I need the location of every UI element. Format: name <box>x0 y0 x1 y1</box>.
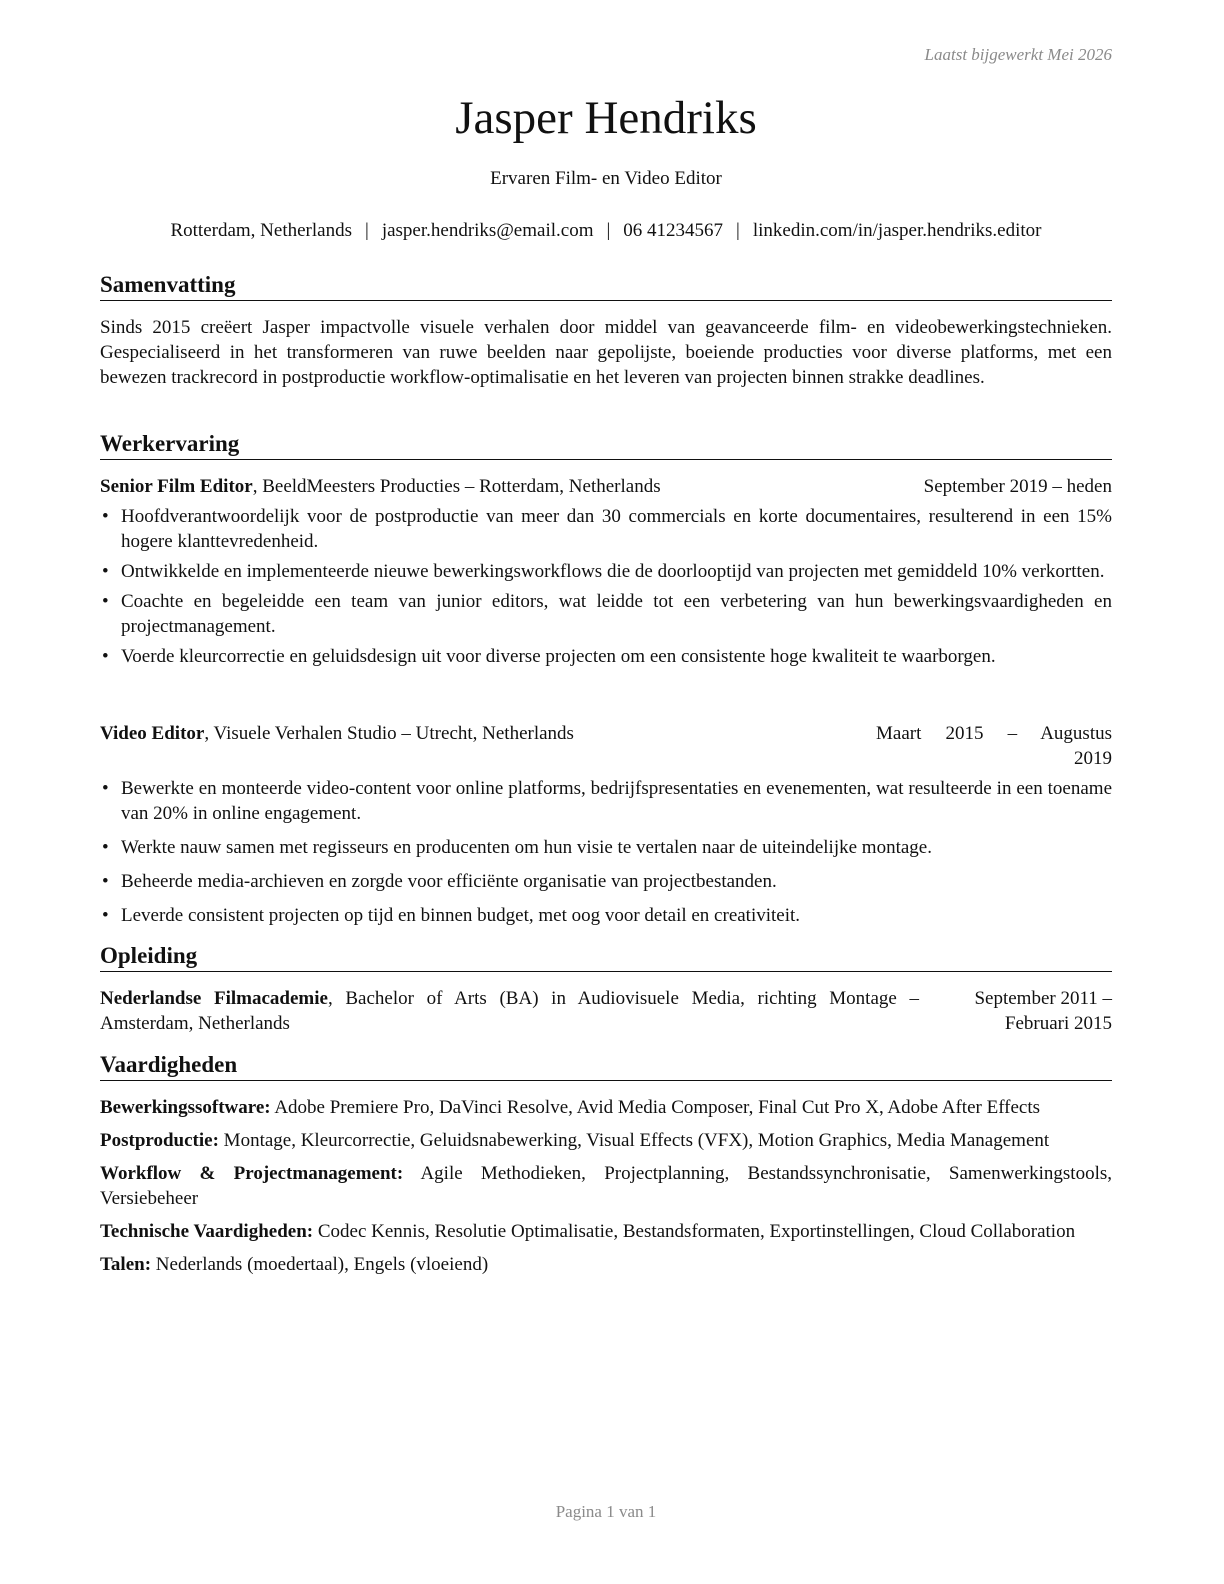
skill-row <box>100 1252 1112 1277</box>
contact-location: Rotterdam, Netherlands <box>170 220 352 241</box>
skill-value: Montage, Kleurcorrectie, Geluidsnabewerking, Visual Effects (VFX), Motion Graphics, Media Management <box>223 1130 1050 1151</box>
job-header <box>100 474 1112 499</box>
summary-text: Sinds 2015 creëert Jasper impactvolle visuele verhalen door middel van geavanceerde film- en videobewerkingstechnieken. Gespecialiseerd in het transformeren van ruwe beelden naar gepolijste, boeiende producties voor diverse platforms, met een bewezen trackrecord in postproductie workflow-optimalisatie en het leveren van projecten binnen strakke deadlines. <box>100 317 1112 388</box>
contact-phone: 06 41234567 <box>623 220 724 241</box>
education-dates: September 2011 – Februari 2015 <box>974 988 1112 1034</box>
person-name: Jasper Hendriks <box>455 92 757 144</box>
skill-label: Bewerkingssoftware: <box>100 1097 271 1118</box>
section-title-skills: Vaardigheden <box>100 1051 1112 1081</box>
skill-label: Talen: <box>100 1254 152 1275</box>
skill-label: Technische Vaardigheden: <box>100 1221 314 1242</box>
skill-row <box>100 1095 1112 1120</box>
contact-separator: | <box>736 220 740 241</box>
skill-value: Codec Kennis, Resolutie Optimalisatie, Bestandsformaten, Exportinstellingen, Cloud Collaboration <box>317 1221 1076 1242</box>
job-company: , Visuele Verhalen Studio – Utrecht, Netherlands <box>204 723 574 744</box>
job-title-line <box>100 721 876 771</box>
contact-line <box>100 219 1112 243</box>
job-bullet: • Leverde consistent projecten op tijd en binnen budget, met oog voor detail en creativiteit. <box>100 903 1112 928</box>
section-title-education: Opleiding <box>100 942 1112 972</box>
education-school: Nederlandse Filmacademie <box>100 988 328 1009</box>
skill-value: Adobe Premiere Pro, DaVinci Resolve, Avid Media Composer, Final Cut Pro X, Adobe After Effects <box>274 1097 1041 1118</box>
job-entry <box>100 721 1112 928</box>
education-title-line <box>100 986 927 1036</box>
contact-email[interactable]: jasper.hendriks@email.com <box>381 220 594 241</box>
job-bullets <box>100 776 1112 928</box>
job-bullet: • Werkte nauw samen met regisseurs en producenten om hun visie te vertalen naar de uiteindelijke montage. <box>100 835 1112 860</box>
job-title-line <box>100 474 924 499</box>
skill-row <box>100 1161 1112 1211</box>
job-role: Senior Film Editor <box>100 476 253 497</box>
resume-page <box>100 0 1112 1584</box>
education-header <box>100 986 1112 1036</box>
section-title-experience: Werkervaring <box>100 430 1112 460</box>
page-number: Pagina 1 van 1 <box>555 1502 657 1521</box>
education-entry <box>100 986 1112 1036</box>
job-bullets <box>100 504 1112 669</box>
job-bullet: • Coachte en begeleidde een team van junior editors, wat leidde tot een verbetering van hun bewerkingsvaardigheden en projectmanagement. <box>100 589 1112 639</box>
skill-row <box>100 1128 1112 1153</box>
skill-label: Postproductie: <box>100 1130 219 1151</box>
contact-separator: | <box>365 220 369 241</box>
skill-value: Nederlands (moedertaal), Engels (vloeiend) <box>155 1254 489 1275</box>
skill-label: Workflow & Projectmanagement: <box>100 1163 404 1184</box>
headline: Ervaren Film- en Video Editor <box>490 168 722 189</box>
contact-linkedin[interactable]: linkedin.com/in/jasper.hendriks.editor <box>752 220 1042 241</box>
job-dates: Maart 2015 – Augustus 2019 <box>876 723 1112 769</box>
job-company: , BeeldMeesters Producties – Rotterdam, Netherlands <box>252 476 661 497</box>
job-dates: September 2019 – heden <box>923 476 1112 497</box>
job-entry <box>100 474 1112 669</box>
contact-separator: | <box>606 220 611 241</box>
job-bullet: • Hoofdverantwoordelijk voor de postproductie van meer dan 30 commercials en korte documentaires, resulterend in een 15% hogere klanttevredenheid. <box>100 504 1112 554</box>
job-bullet: • Ontwikkelde en implementeerde nieuwe bewerkingsworkflows die de doorlooptijd van projecten met gemiddeld 10% verkortten. <box>100 559 1112 584</box>
skill-value: Agile Methodieken, Projectplanning, Bestandssynchronisatie, Samenwerkingstools, Versiebeheer <box>100 1163 1112 1209</box>
section-title-summary: Samenvatting <box>100 271 1112 301</box>
skills-list <box>100 1095 1112 1277</box>
education-details: , Bachelor of Arts (BA) in Audiovisuele Media, richting Montage – Amsterdam, Netherlands <box>100 988 919 1034</box>
last-updated: Laatst bijgewerkt Mei 2026 <box>924 45 1112 64</box>
skill-row <box>100 1219 1112 1244</box>
job-role: Video Editor <box>100 723 205 744</box>
job-bullet: • Beheerde media-archieven en zorgde voor efficiënte organisatie van projectbestanden. <box>100 869 1112 894</box>
job-bullet: • Voerde kleurcorrectie en geluidsdesign uit voor diverse projecten om een consistente hoge kwaliteit te waarborgen. <box>100 644 1112 669</box>
job-bullet: • Bewerkte en monteerde video-content voor online platforms, bedrijfspresentaties en evenementen, wat resulteerde in een toename van 20% in online engagement. <box>100 776 1112 826</box>
job-header <box>100 721 1112 771</box>
